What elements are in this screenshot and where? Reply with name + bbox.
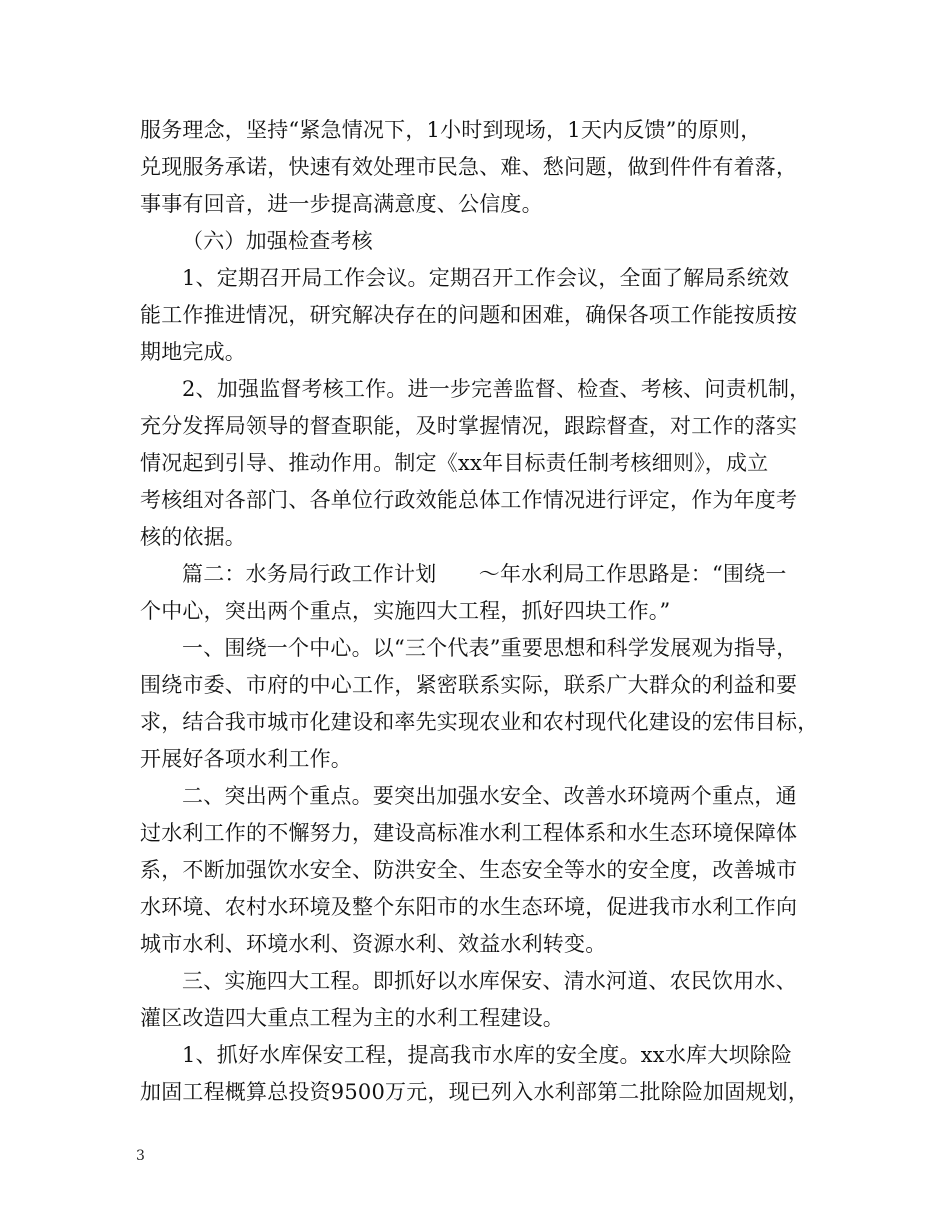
text-line: 过水利工作的不懈努力，建设高标准水利工程体系和水生态环境保障体	[140, 821, 798, 845]
text-line: 情况起到引导、推动作用。制定《xx年目标责任制考核细则》，成立	[140, 451, 769, 475]
text-line: 系，不断加强饮水安全、防洪安全、生态安全等水的安全度，改善城市	[140, 858, 798, 882]
text-line: 开展好各项水利工作。	[140, 747, 352, 771]
text-line: 一、围绕一个中心。以“三个代表”重要思想和科学发展观为指导，	[182, 636, 798, 660]
text-line: 考核组对各部门、各单位行政效能总体工作情况进行评定，作为年度考	[140, 488, 798, 512]
text-line: 核的依据。	[140, 525, 246, 549]
text-line: 1、抓好水库保安工程，提高我市水库的安全度。xx水库大坝除险	[182, 1043, 793, 1067]
text-line: 能工作推进情况，研究解决存在的问题和困难，确保各项工作能按质按	[140, 303, 798, 327]
text-line: 篇二：水务局行政工作计划 ～年水利局工作思路是：“围绕一	[182, 562, 787, 586]
text-line: 兑现服务承诺，快速有效处理市民急、难、愁问题，做到件件有着落，	[140, 155, 798, 179]
text-line: 三、实施四大工程。即抓好以水库保安、清水河道、农民饮用水、	[182, 969, 797, 993]
section-heading: （六）加强检查考核	[182, 229, 373, 253]
text-line: 服务理念，坚持“紧急情况下，1小时到现场，1天内反馈”的原则，	[140, 118, 762, 142]
text-line: 期地完成。	[140, 340, 246, 364]
text-line: 个中心，突出两个重点，实施四大工程，抓好四块工作。”	[140, 599, 671, 623]
text-line: 灌区改造四大重点工程为主的水利工程建设。	[140, 1006, 564, 1030]
text-line: 水环境、农村水环境及整个东阳市的水生态环境，促进我市水利工作向	[140, 895, 798, 919]
text-line: 2、加强监督考核工作。进一步完善监督、检查、考核、问责机制，	[182, 377, 811, 401]
text-line: 事事有回音，进一步提高满意度、公信度。	[140, 192, 543, 216]
page-number: 3	[136, 1148, 145, 1164]
text-line: 1、定期召开局工作会议。定期召开工作会议，全面了解局系统效	[182, 266, 790, 290]
text-line: 二、突出两个重点。要突出加强水安全、改善水环境两个重点，通	[182, 784, 797, 808]
text-line: 加固工程概算总投资9500万元，现已列入水利部第二批除险加固规划，	[140, 1080, 810, 1104]
text-line: 求，结合我市城市化建设和率先实现农业和农村现代化建设的宏伟目标，	[140, 710, 819, 734]
text-line: 充分发挥局领导的督查职能，及时掌握情况，跟踪督查，对工作的落实	[140, 414, 798, 438]
text-line: 围绕市委、市府的中心工作，紧密联系实际，联系广大群众的利益和要	[140, 673, 798, 697]
text-line: 城市水利、环境水利、资源水利、效益水利转变。	[140, 932, 607, 956]
